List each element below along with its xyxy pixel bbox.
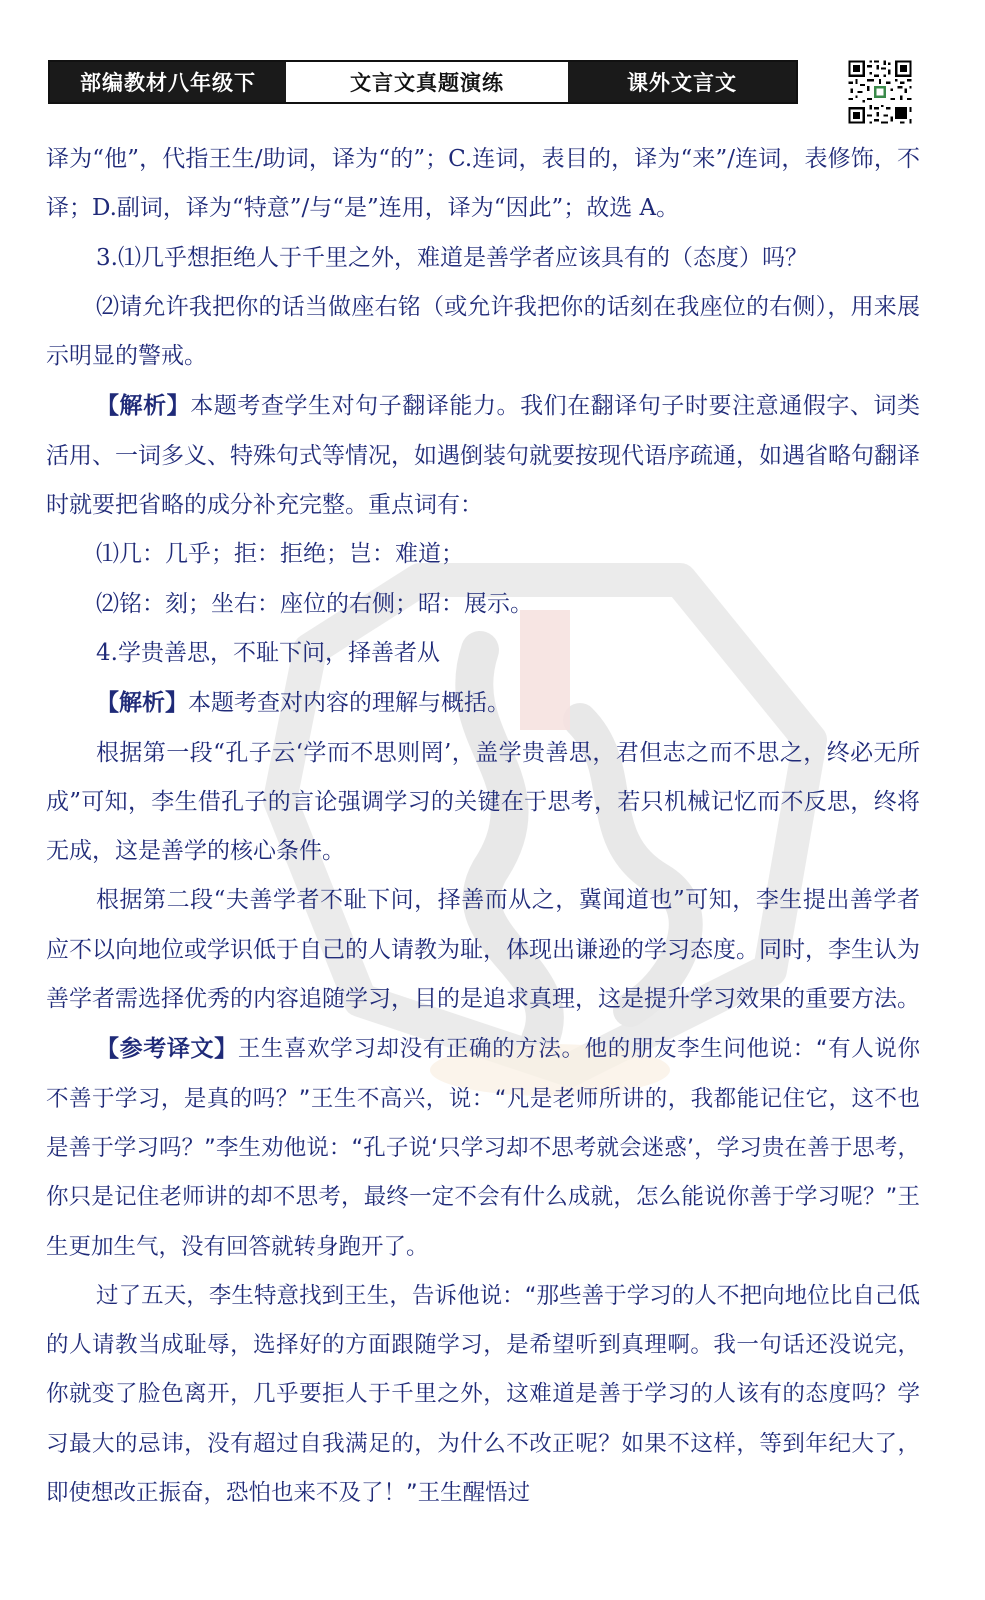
paragraph-text: 3.⑴几乎想拒绝人于千里之外，难道是善学者应该具有的（态度）吗？ bbox=[96, 244, 808, 271]
paragraph-text: 本题考查对内容的理解与概括。 bbox=[188, 690, 510, 717]
paragraph-text: ⑴几：几乎；拒：拒绝；岂：难道； bbox=[96, 541, 464, 568]
answer-item-3-2 bbox=[46, 283, 920, 382]
paragraph-text: 译为“他”，代指王生/助词，译为“的”；C.连词，表目的，译为“来”/连词，表修饰，不译；D.副词，译为“特意”/与“是”连用，译为“因此”；故选 A。 bbox=[46, 146, 920, 222]
analysis-4 bbox=[46, 678, 920, 728]
header-grade-label: 部编教材八年级下 bbox=[50, 62, 286, 102]
qr-code-icon bbox=[846, 58, 914, 126]
analysis-paragraph-2 bbox=[46, 876, 920, 1024]
paragraph bbox=[46, 135, 920, 234]
paragraph-text: 4.学贵善思，不耻下问，择善者从 bbox=[96, 639, 440, 666]
paragraph-text: ⑵铭：刻；坐右：座位的右侧；昭：展示。 bbox=[96, 590, 533, 617]
paragraph-text: 根据第一段“孔子云‘学而不思则罔’，盖学贵善思，君但志之而不思之，终必无所成”可知，李生借孔子的言论强调学习的关键在于思考，若只机械记忆而不反思，终将无成，这是善学的核心条件。 bbox=[46, 739, 920, 865]
reference-translation-1 bbox=[46, 1024, 920, 1271]
paragraph-text: 过了五天，李生特意找到王生，告诉他说：“那些善于学习的人不把向地位比自己低的人请教当成耻辱，选择好的方面跟随学习，是希望听到真理啊。我一句话还没说完，你就变了脸色离开，几乎要拒人于千里之外，这难道是善于学习的人该有的态度吗？学习最大的忌讳，没有超过自我满足的，为什么不改正呢？如果不这样，等到年纪大了，即使想改正振奋，恐怕也来不及了！”王生醒悟过 bbox=[46, 1282, 920, 1507]
analysis-label: 【解析】 bbox=[96, 689, 188, 717]
paragraph-text: 本题考查学生对句子翻译能力。我们在翻译句子时要注意通假字、词类活用、一词多义、特殊句式等情况，如遇倒装句就要按现代语序疏通，如遇省略句翻译时就要把省略的成分补充完整。重点词有： bbox=[46, 393, 921, 519]
header-category-label: 课外文言文 bbox=[568, 62, 796, 102]
paragraph-text: 王生喜欢学习却没有正确的方法。他的朋友李生问他说：“有人说你不善于学习，是真的吗？”王生不高兴，说：“凡是老师所讲的，我都能记住它，这不也是善于学习吗？”李生劝他说：“孔子说‘只学习却不思考就会迷惑’，学习贵在善于思考，你只是记住老师讲的却不思考，最终一定不会有什么成就，怎么能说你善于学习呢？”王生更加生气，没有回答就转身跑开了。 bbox=[46, 1036, 920, 1260]
reference-translation-2 bbox=[46, 1272, 920, 1518]
header-title: 文言文真题演练 bbox=[286, 62, 568, 102]
key-words-2 bbox=[46, 580, 920, 629]
answer-item-4 bbox=[46, 629, 920, 678]
analysis-label: 【解析】 bbox=[96, 392, 191, 420]
paragraph-text: ⑵请允许我把你的话当做座右铭（或允许我把你的话刻在我座位的右侧），用来展示明显的警戒。 bbox=[46, 293, 920, 370]
answer-content bbox=[46, 135, 920, 1518]
header-bar bbox=[48, 60, 798, 104]
key-words-1 bbox=[46, 530, 920, 579]
answer-item-3-1 bbox=[46, 234, 920, 283]
analysis-paragraph-1 bbox=[46, 729, 920, 877]
analysis-3 bbox=[46, 381, 920, 530]
reference-label: 【参考译文】 bbox=[96, 1035, 238, 1063]
paragraph-text: 根据第二段“夫善学者不耻下问，择善而从之，冀闻道也”可知，李生提出善学者应不以向地位或学识低于自己的人请教为耻，体现出谦逊的学习态度。同时，李生认为善学者需选择优秀的内容追随学习，目的是追求真理，这是提升学习效果的重要方法。 bbox=[46, 887, 920, 1013]
